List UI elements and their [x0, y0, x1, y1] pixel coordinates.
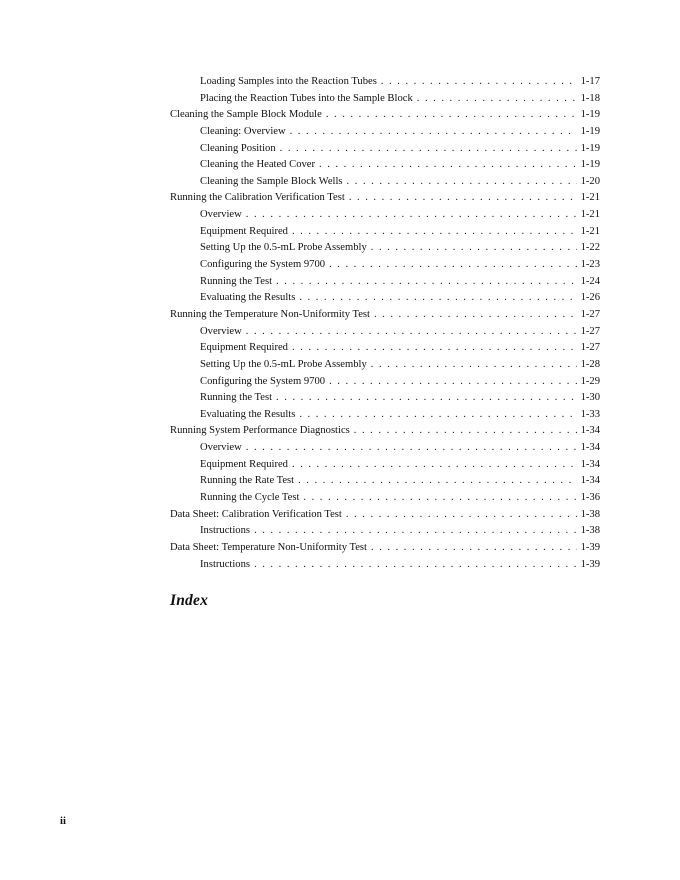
dot-leader	[254, 557, 577, 574]
toc-entry-page: 1-21	[580, 209, 600, 221]
toc-entry-title: Overview	[200, 442, 242, 454]
toc-entry-page: 1-19	[580, 159, 600, 171]
toc-section-entry[interactable]	[170, 507, 600, 524]
toc-section-entry[interactable]	[170, 107, 600, 124]
dot-leader	[329, 374, 577, 391]
toc-entry-title: Cleaning the Sample Block Wells	[200, 175, 343, 187]
toc-subsection-entry[interactable]	[170, 240, 600, 257]
toc-subsection-entry[interactable]	[170, 390, 600, 407]
toc-subsection-entry[interactable]	[170, 174, 600, 191]
dot-leader	[299, 290, 576, 307]
toc-subsection-entry[interactable]	[170, 74, 600, 91]
toc-entry-page: 1-39	[580, 541, 600, 553]
toc-subsection-entry[interactable]	[170, 224, 600, 241]
toc-subsection-entry[interactable]	[170, 207, 600, 224]
dot-leader	[371, 357, 577, 374]
toc-entry-page: 1-26	[580, 292, 600, 304]
dot-leader	[276, 390, 577, 407]
toc-entry-title: Instructions	[200, 558, 251, 570]
toc-entry-page: 1-38	[580, 525, 600, 537]
toc-entry-title: Instructions	[200, 525, 251, 537]
dot-leader	[299, 407, 576, 424]
dot-leader	[292, 340, 577, 357]
toc-entry-title: Running the Rate Test	[200, 475, 295, 487]
toc-entry-page: 1-29	[580, 375, 600, 387]
dot-leader	[347, 174, 577, 191]
toc-entry-title: Running the Temperature Non-Uniformity Test	[170, 308, 370, 320]
toc-entry-page: 1-20	[580, 175, 600, 187]
dot-leader	[303, 490, 576, 507]
toc-subsection-entry[interactable]	[170, 157, 600, 174]
toc-entry-title: Evaluating the Results	[200, 292, 296, 304]
toc-entry-title: Equipment Required	[200, 342, 288, 354]
toc-subsection-entry[interactable]	[170, 274, 600, 291]
toc-entry-title: Cleaning the Sample Block Module	[170, 109, 322, 121]
toc-entry-title: Data Sheet: Calibration Verification Test	[170, 508, 342, 520]
toc-entry-page: 1-21	[580, 192, 600, 204]
dot-leader	[280, 141, 577, 158]
toc-entry-title: Running System Performance Diagnostics	[170, 425, 350, 437]
dot-leader	[371, 540, 577, 557]
toc-subsection-entry[interactable]	[170, 473, 600, 490]
toc-section-entry[interactable]	[170, 540, 600, 557]
dot-leader	[349, 190, 577, 207]
toc-entry-page: 1-28	[580, 358, 600, 370]
dot-leader	[381, 74, 577, 91]
toc-entry-page: 1-39	[580, 558, 600, 570]
dot-leader	[354, 423, 577, 440]
toc-entry-page: 1-27	[580, 308, 600, 320]
toc-entry-page: 1-19	[580, 109, 600, 121]
toc-subsection-entry[interactable]	[170, 141, 600, 158]
toc-entry-title: Running the Calibration Verification Test	[170, 192, 345, 204]
toc-entry-page: 1-24	[580, 275, 600, 287]
toc-entry-title: Running the Test	[200, 275, 273, 287]
toc-entry-page: 1-34	[580, 425, 600, 437]
toc-subsection-entry[interactable]	[170, 290, 600, 307]
toc-entry-page: 1-22	[580, 242, 600, 254]
toc-entry-title: Loading Samples into the Reaction Tubes	[200, 76, 377, 87]
toc-entry-title: Configuring the System 9700	[200, 259, 326, 271]
dot-leader	[292, 224, 577, 241]
toc-entry-title: Equipment Required	[200, 225, 288, 237]
dot-leader	[319, 157, 577, 174]
toc-subsection-entry[interactable]	[170, 124, 600, 141]
toc-subsection-entry[interactable]	[170, 440, 600, 457]
toc-entry-page: 1-33	[580, 408, 600, 420]
toc-entry-title: Cleaning the Heated Cover	[200, 159, 316, 171]
dot-leader	[292, 457, 577, 474]
toc-subsection-entry[interactable]	[170, 340, 600, 357]
toc-entry-page: 1-34	[580, 475, 600, 487]
dot-leader	[290, 124, 577, 141]
toc-entry-title: Placing the Reaction Tubes into the Sample Block	[200, 92, 413, 104]
toc-entry-page: 1-36	[580, 492, 600, 504]
table-of-contents	[170, 74, 600, 573]
toc-subsection-entry[interactable]	[170, 257, 600, 274]
toc-section-entry[interactable]	[170, 307, 600, 324]
dot-leader	[329, 257, 577, 274]
toc-entry-page: 1-21	[580, 225, 600, 237]
toc-section-entry[interactable]	[170, 423, 600, 440]
toc-entry-title: Setting Up the 0.5-mL Probe Assembly	[200, 242, 367, 254]
toc-subsection-entry[interactable]	[170, 557, 600, 574]
dot-leader	[246, 440, 577, 457]
toc-entry-title: Setting Up the 0.5-mL Probe Assembly	[200, 358, 367, 370]
toc-entry-title: Running the Test	[200, 392, 273, 404]
toc-subsection-entry[interactable]	[170, 324, 600, 341]
toc-entry-page: 1-17	[580, 76, 600, 87]
toc-entry-page: 1-18	[580, 92, 600, 104]
toc-subsection-entry[interactable]	[170, 490, 600, 507]
toc-entry-title: Running the Cycle Test	[200, 492, 300, 504]
toc-entry-page: 1-23	[580, 259, 600, 271]
dot-leader	[298, 473, 576, 490]
dot-leader	[346, 507, 577, 524]
toc-entry-page: 1-34	[580, 442, 600, 454]
toc-entry-page: 1-19	[580, 142, 600, 154]
toc-entry-page: 1-38	[580, 508, 600, 520]
toc-subsection-entry[interactable]	[170, 357, 600, 374]
dot-leader	[374, 307, 577, 324]
toc-subsection-entry[interactable]	[170, 523, 600, 540]
toc-entry-page: 1-27	[580, 325, 600, 337]
toc-subsection-entry[interactable]	[170, 91, 600, 108]
toc-entry-title: Cleaning Position	[200, 142, 276, 154]
toc-subsection-entry[interactable]	[170, 457, 600, 474]
toc-entry-page: 1-34	[580, 458, 600, 470]
toc-subsection-entry[interactable]	[170, 374, 600, 391]
toc-entry-page: 1-19	[580, 125, 600, 137]
dot-leader	[276, 274, 577, 291]
page-number: ii	[60, 816, 66, 827]
toc-entry-title: Overview	[200, 325, 242, 337]
dot-leader	[246, 207, 577, 224]
toc-entry-title: Data Sheet: Temperature Non-Uniformity Test	[170, 541, 367, 553]
toc-entry-title: Configuring the System 9700	[200, 375, 326, 387]
toc-entry-title: Cleaning: Overview	[200, 125, 286, 137]
dot-leader	[371, 240, 577, 257]
dot-leader	[246, 324, 577, 341]
toc-section-entry[interactable]	[170, 190, 600, 207]
toc-entry-title: Equipment Required	[200, 458, 288, 470]
toc-entry-title: Evaluating the Results	[200, 408, 296, 420]
dot-leader	[254, 523, 577, 540]
dot-leader	[326, 107, 577, 124]
dot-leader	[417, 91, 577, 108]
index-heading[interactable]: Index	[170, 592, 209, 609]
toc-entry-page: 1-27	[580, 342, 600, 354]
toc-entry-page: 1-30	[580, 392, 600, 404]
toc-entry-title: Overview	[200, 209, 242, 221]
toc-subsection-entry[interactable]	[170, 407, 600, 424]
